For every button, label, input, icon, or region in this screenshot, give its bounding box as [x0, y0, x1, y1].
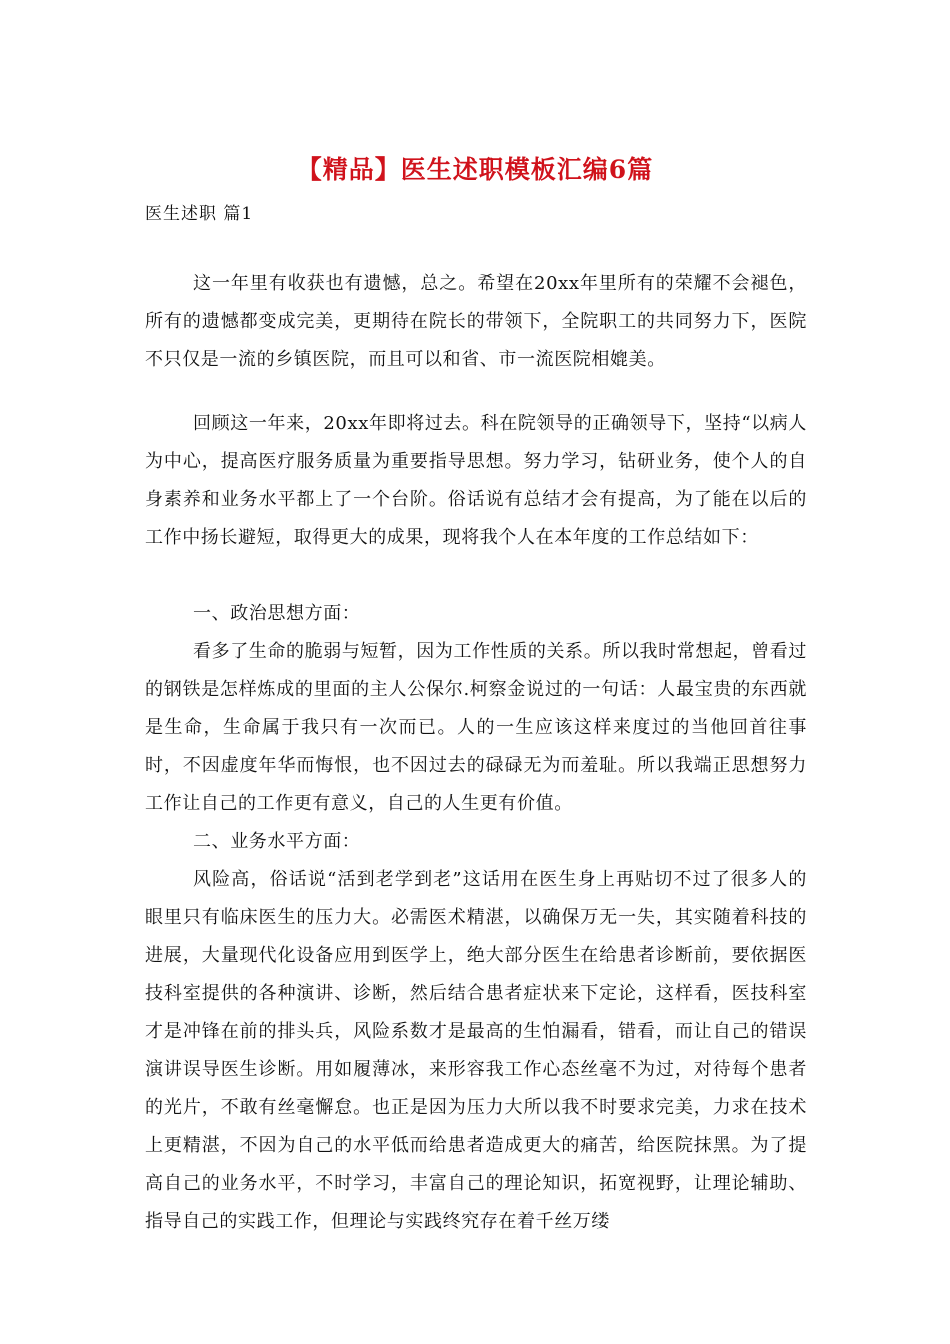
heading-professional: 二、业务水平方面： — [193, 831, 361, 852]
paragraph-3: 看多了生命的脆弱与短暂，因为工作性质的关系。所以我时常想起，曾看过的钢铁是怎样炼成的里面的主人公保尔.柯察金说过的一句话：人最宝贵的东西就是生命，生命属于我只有一次而已。人的一生应该这样来度过的当他回首往事时，不因虚度年华而悔恨，也不因过去的碌碌无为而羞耻。所以我端正思想努力工作让自己的工作更有意义，自己的人生更有价值。 — [145, 641, 807, 814]
heading-political: 一、政治思想方面： — [193, 603, 361, 624]
paragraph-4: 风险高，俗话说“活到老学到老”这话用在医生身上再贴切不过了很多人的眼里只有临床医生的压力大。必需医术精湛，以确保万无一失，其实随着科技的进展，大量现代化设备应用到医学上，绝大部分医生在给患者诊断前，要依据医技科室提供的各种演讲、诊断，然后结合患者症状来下定论，这样看，医技科室才是冲锋在前的排头兵，风险系数才是最高的生怕漏看，错看，而让自己的错误演讲误导医生诊断。用如履薄冰，来形容我工作心态丝毫不为过，对待每个患者的光片，不敢有丝毫懈怠。也正是因为压力大所以我不时要求完美，力求在技术上更精湛，不因为自己的水平低而给患者造成更大的痛苦，给医院抹黑。为了提高自己的业务水平，不时学习，丰富自己的理论知识，拓宽视野，让理论辅助、指导自己的实践工作，但理论与实践终究存在着千丝万缕 — [145, 869, 807, 1232]
section-heading: 医生述职 篇1 — [145, 204, 254, 224]
paragraph-2: 回顾这一年来，20xx年即将过去。科在院领导的正确领导下，坚持“以病人为中心，提高医疗服务质量为重要指导思想。努力学习，钻研业务，使个人的自身素养和业务水平都上了一个台阶。俗话说有总结才会有提高，为了能在以后的工作中扬长避短，取得更大的成果，现将我个人在本年度的工作总结如下： — [145, 413, 807, 548]
document-title: 【精品】医生述职模板汇编6篇 — [296, 155, 654, 184]
paragraph-1: 这一年里有收获也有遗憾，总之。希望在20xx年里所有的荣耀不会褪色，所有的遗憾都变成完美，更期待在院长的带领下，全院职工的共同努力下，医院不只仅是一流的乡镇医院，而且可以和省、市一流医院相媲美。 — [145, 273, 807, 370]
